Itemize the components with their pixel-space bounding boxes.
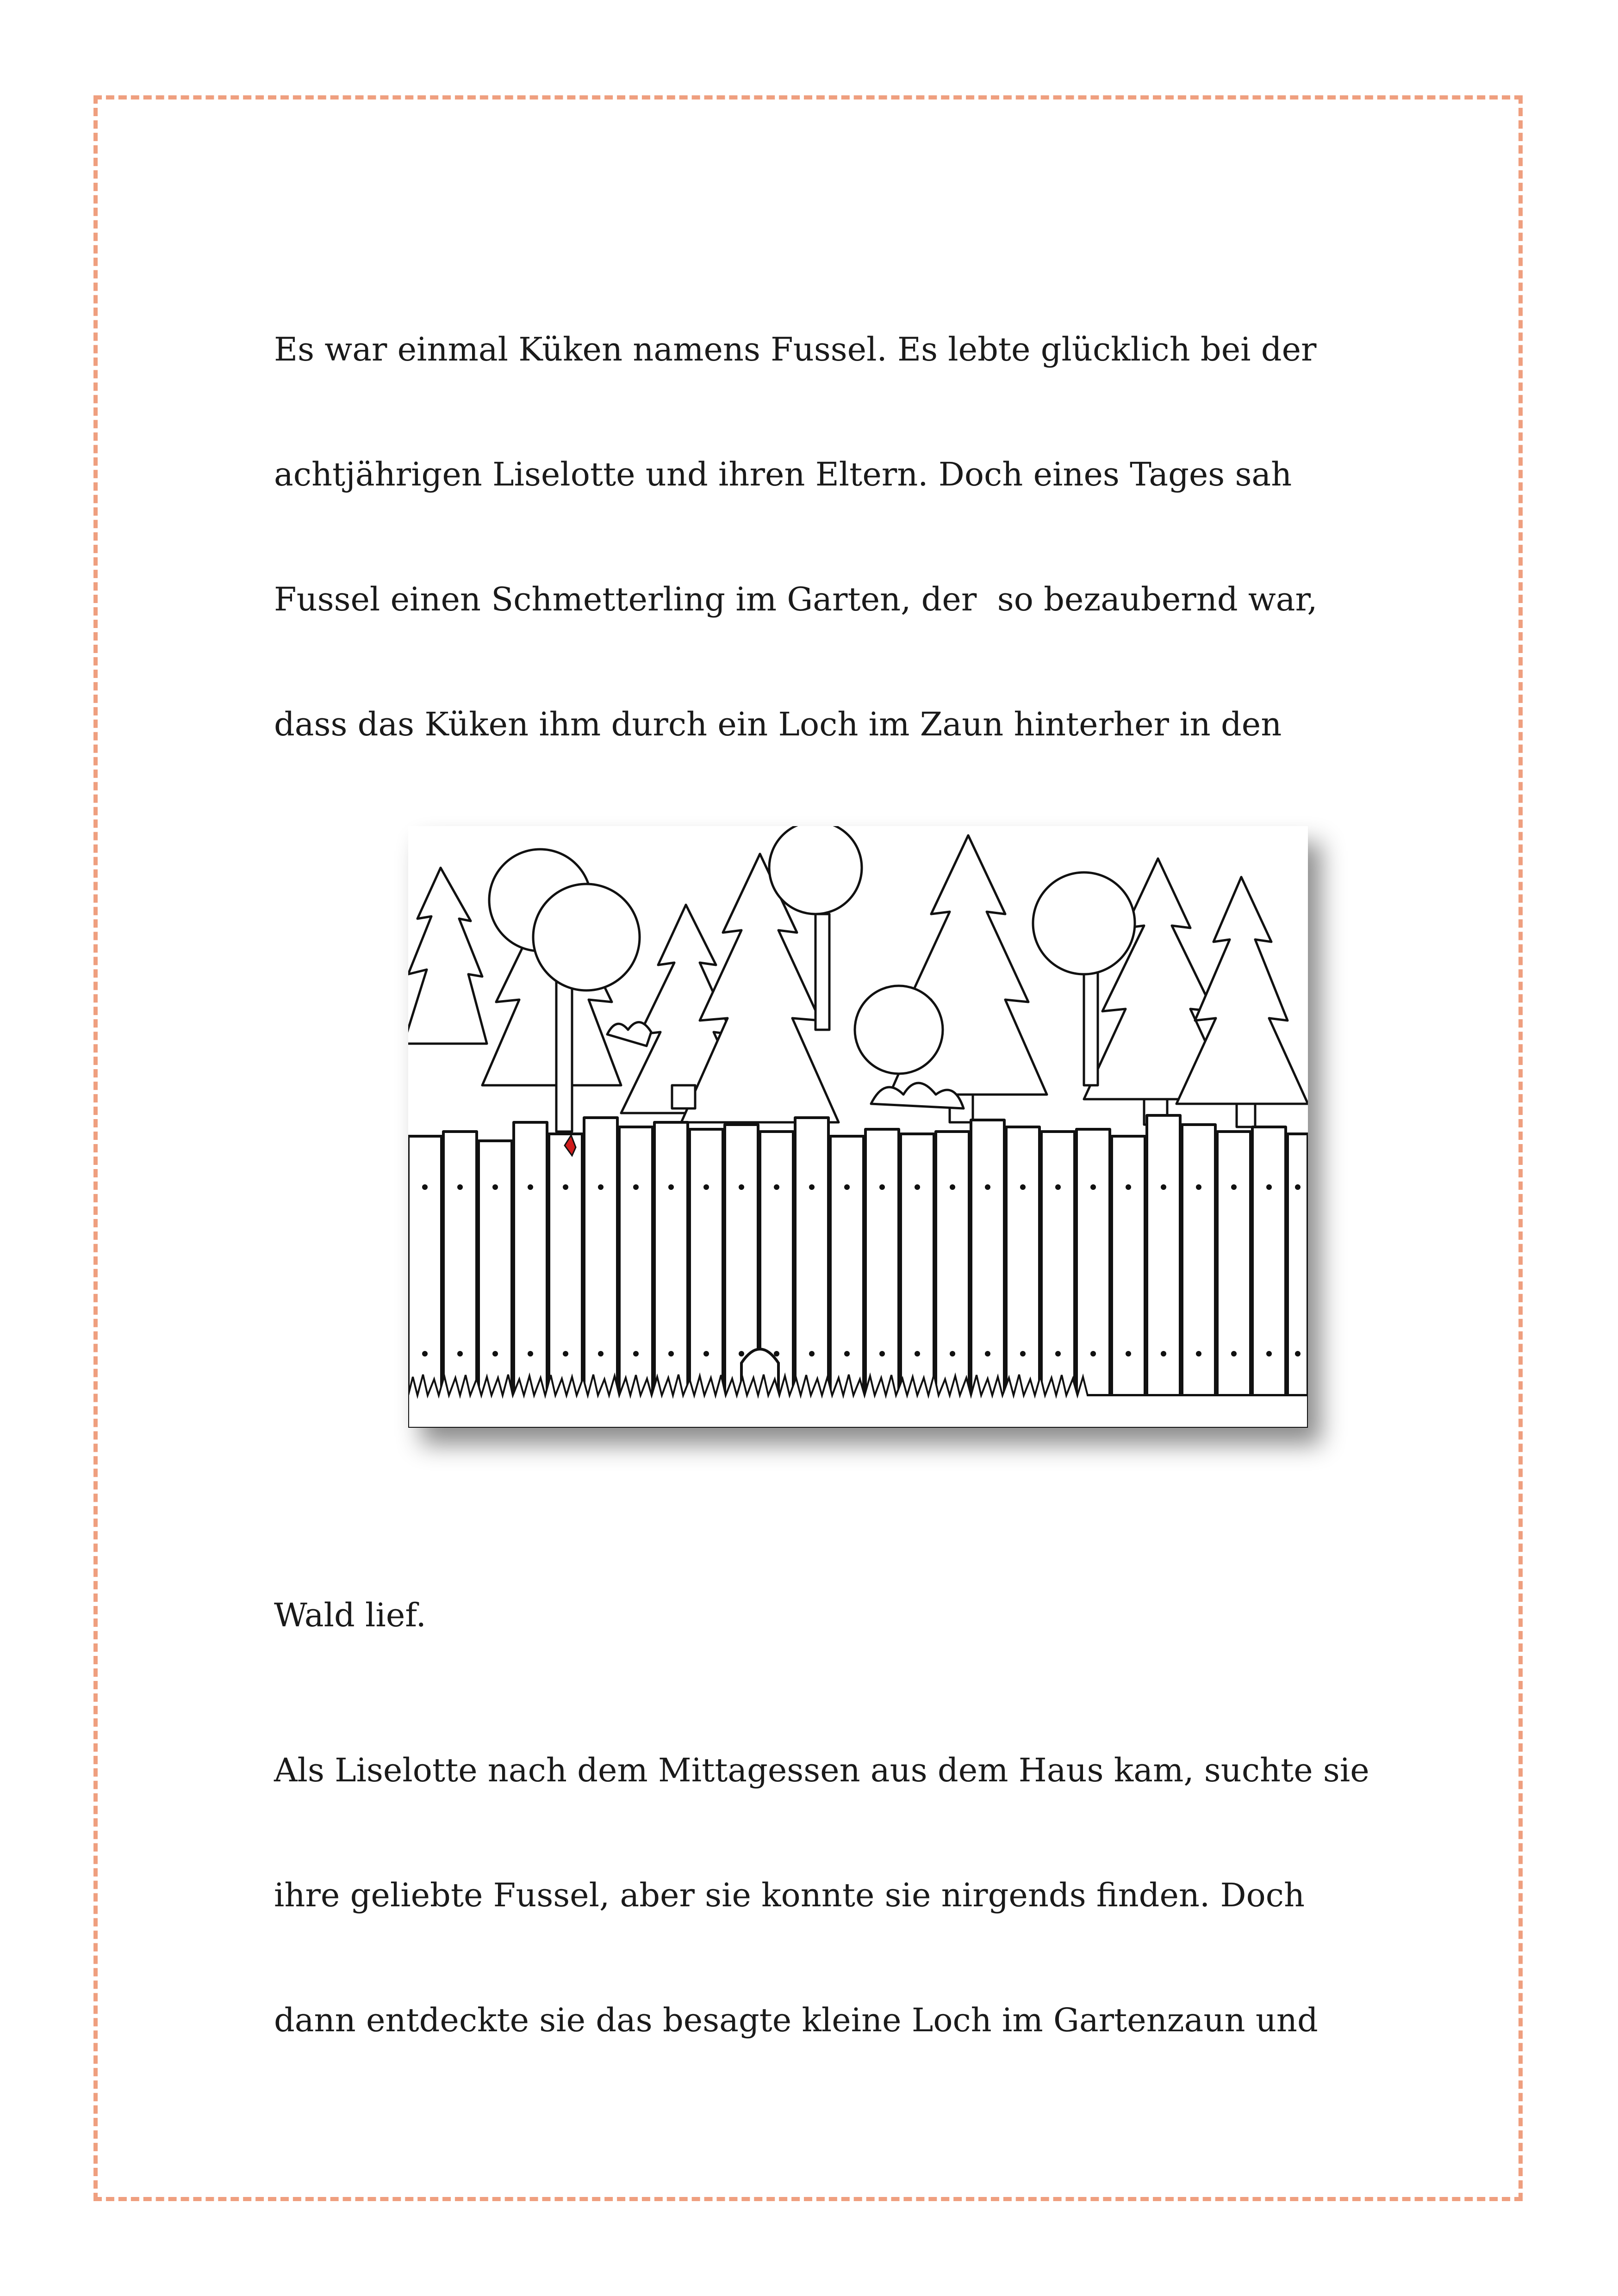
tree-trunk — [672, 1085, 695, 1108]
text-line: Fussel einen Schmetterling im Garten, der so bezaubernd war, — [274, 580, 1318, 618]
tree-crown — [533, 884, 640, 990]
text-line: Als Liselotte nach dem Mittagessen aus dem Haus kam, suchte sie — [274, 1751, 1369, 1789]
wooden-fence — [408, 1115, 1308, 1395]
text-line: achtjährigen Liselotte und ihren Eltern. Doch eines Tages sah — [274, 455, 1292, 493]
text-line: Wald lief. — [274, 1596, 426, 1634]
text-line: ihre geliebte Fussel, aber sie konnte sie nirgends finden. Doch — [274, 1876, 1305, 1914]
tree-trunk — [815, 914, 829, 1030]
tree-crown — [1033, 872, 1135, 974]
text-line: Es war einmal Küken namens Fussel. Es lebte glücklich bei der — [274, 330, 1317, 368]
text-line: dass das Küken ihm durch ein Loch im Zaun hinterher in den — [274, 705, 1282, 743]
tree-crown — [769, 826, 862, 914]
tree-trunk — [556, 979, 572, 1132]
tree-trunk — [1237, 1104, 1255, 1127]
tree-crown — [855, 986, 943, 1074]
text-line: dann entdeckte sie das besagte kleine Loch im Gartenzaun und — [274, 2001, 1318, 2039]
tree-trunk — [1084, 965, 1098, 1085]
forest-fence-illustration — [408, 826, 1308, 1428]
